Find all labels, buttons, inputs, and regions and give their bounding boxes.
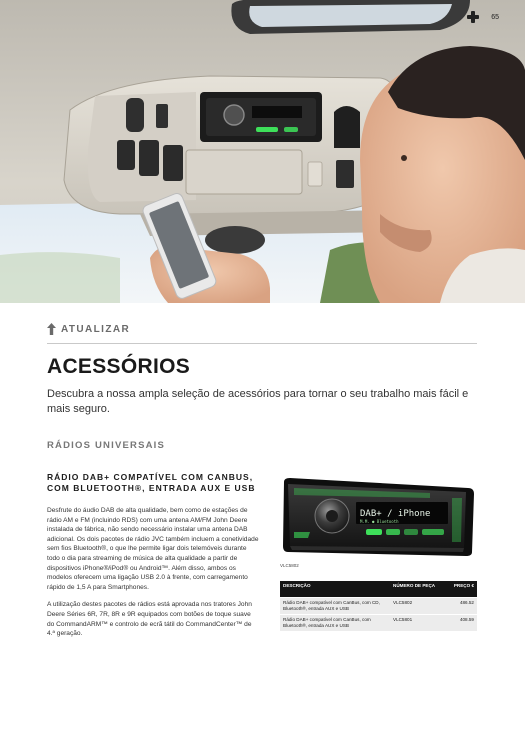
table-header-row: [280, 581, 477, 597]
hero-photo: [0, 0, 525, 303]
row-description: Rádio DAB+ compatível com CanBus, com CD, Bluetooth®, entrada AUX e USB: [280, 597, 390, 614]
price-table: [280, 581, 477, 631]
table-row: [280, 614, 477, 631]
description-paragraph-1: Desfrute do áudio DAB de alta qualidade, bem como de estações de rádio AM e FM (incluindo RDS) com uma antena AM/FM John Deere instalada de fábrica, não sendo necessário instalar uma antena DAB adicional. Os dois pacotes de rádio JVC também incluem a conetividade sem fios Bluetooth®, o que lhe permite ligar dois telemóveis durante todo o dia para streaming de música de alta qualidade a partir de dispositivos iPhone®/iPod® ou Android™. Além disso, ambos os modelos oferecem uma ligação USB 2.0 à frente, com carregamento rápido de 1,5 A para Smartphones.: [47, 507, 259, 591]
description-paragraph-2: A utilização destes pacotes de rádios está aprovada nos tratores John Deere Séries 6R, 7R, 8R e 9R equipados com botões de toque suave do CommandARM™ e controlo de ecrã tátil do CommandCenter™ de 4.ª geração.: [47, 601, 252, 638]
row-description: Rádio DAB+ compatível com CanBus, com Bluetooth®, entrada AUX e USB: [280, 614, 390, 631]
header-price: PREÇO €: [440, 581, 477, 597]
header-part-number: NÚMERO DE PEÇA: [390, 581, 440, 597]
section-title: ATUALIZAR: [61, 324, 131, 335]
radio-display-text: DAB+ / iPhone: [360, 509, 431, 519]
lead-paragraph: Descubra a nossa ampla seleção de acessórios para tornar o seu trabalho mais fácil e mais seguro.: [47, 388, 469, 415]
radio-display-subtext: M.M. ● Bluetooth: [360, 519, 399, 524]
header-description: DESCRIÇÃO: [280, 581, 390, 597]
table-row: [280, 597, 477, 614]
row-part-number: VLC5801: [390, 614, 440, 631]
product-image-code: VLC5802: [280, 563, 299, 568]
cab-interior-illustration: [0, 0, 525, 303]
plus-icon: [467, 11, 479, 23]
product-description: [47, 506, 259, 639]
category-title: RÁDIOS UNIVERSAIS: [47, 440, 166, 451]
product-title: RÁDIO DAB+ COMPATÍVEL COM CANBUS, COM BLUETOOTH®, ENTRADA AUX E USB: [47, 472, 256, 493]
row-price: 408.59: [440, 614, 477, 631]
section-header: [47, 322, 477, 344]
row-price: 486.52: [440, 597, 477, 614]
car-radio-illustration: [280, 476, 478, 558]
arrow-up-icon: [47, 323, 56, 335]
radio-product-image: [280, 476, 478, 558]
page-number: 65: [491, 14, 499, 21]
row-part-number: VLC5802: [390, 597, 440, 614]
page-title: ACESSÓRIOS: [47, 355, 191, 378]
